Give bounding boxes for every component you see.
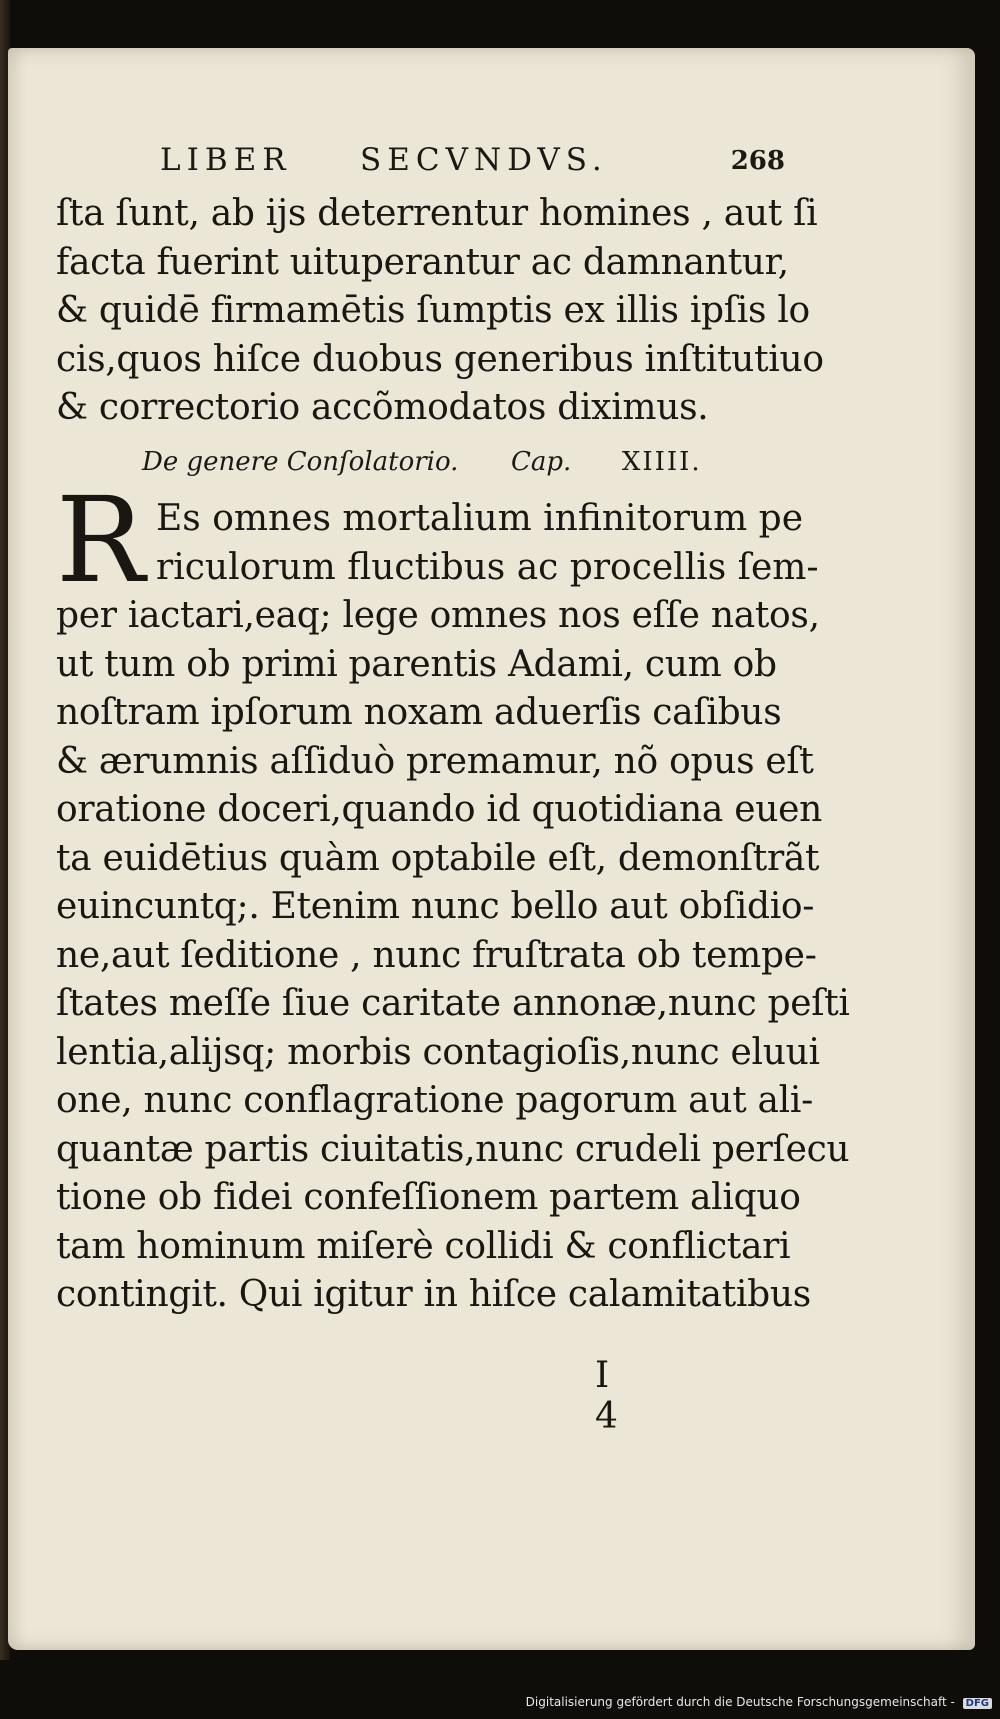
text-line: facta fuerint uituperantur ac damnantur, — [56, 241, 789, 283]
running-header-title: SECVNDVS. — [360, 142, 608, 178]
chapter-title: De genere Conſolatorio. — [142, 447, 459, 477]
text-line: ta euidētius quàm optabile eſt, demonſtrãt — [56, 837, 820, 879]
chapter-heading — [142, 447, 782, 489]
text-line: & ærumnis aſſiduò premamur, nõ opus eſt — [56, 740, 814, 782]
text-line: lentia,alijsq; morbis contagioſis,nunc eluui — [56, 1031, 820, 1073]
chapter-cap-label: Cap. — [510, 447, 572, 477]
text-line: euincuntq;. Etenim nunc bello aut obſidio- — [56, 886, 815, 927]
text-line: tione ob fidei confeſſionem partem aliquo — [56, 1177, 801, 1218]
text-line: ut tum ob primi parentis Adami, cum ob — [56, 643, 777, 685]
text-line: ne,aut ſeditione , nunc fruſtrata ob tempe- — [56, 934, 817, 976]
drop-cap-initial: R — [56, 471, 145, 609]
text-line: Es omnes mortalium infinitorum pe — [156, 498, 804, 539]
chapter-number: XIIII. — [621, 447, 702, 477]
continuation-paragraph — [56, 190, 824, 433]
dfg-logo: DFG — [963, 1698, 992, 1709]
text-line: cis,quos hiſce duobus generibus inſtitutiuo — [56, 338, 824, 380]
text-line: per iactari,eaq; lege omnes nos eſſe natos, — [56, 595, 820, 636]
body-paragraph — [56, 592, 850, 1320]
text-line: noſtram ipſorum noxam aduerſis caſibus — [56, 692, 782, 733]
digitization-footer — [526, 1695, 992, 1713]
text-line: tam hominum miſerè collidi & conflictari — [56, 1225, 791, 1267]
footer-credit: Digitalisierung gefördert durch die Deutsche Forschungsgemeinschaft - — [525, 1695, 955, 1709]
text-line: & quidē firmamētis ſumptis ex illis ipſis lo — [56, 290, 810, 331]
text-line: riculorum fluctibus ac procellis ſem- — [156, 546, 819, 588]
text-line: & correctorio accõmodatos diximus. — [56, 387, 709, 428]
catchword-signature: I 4 — [595, 1355, 640, 1437]
running-header — [160, 142, 785, 186]
text-line: contingit. Qui igitur in hiſce calamitatibus — [56, 1274, 811, 1315]
text-line: ſtates meſſe ſiue caritate annonæ,nunc peſti — [56, 983, 850, 1024]
running-header-left: LIBER — [160, 142, 292, 178]
text-line: quantæ partis ciuitatis,nunc crudeli perſecu — [56, 1128, 850, 1170]
text-line: ſta ſunt, ab ijs deterrentur homines , aut ſi — [56, 193, 818, 234]
drop-cap-lines — [156, 495, 819, 592]
page-number: 268 — [730, 146, 785, 176]
text-line: one, nunc conflagratione pagorum aut ali- — [56, 1080, 813, 1121]
text-line: oratione doceri,quando id quotidiana euen — [56, 789, 823, 830]
